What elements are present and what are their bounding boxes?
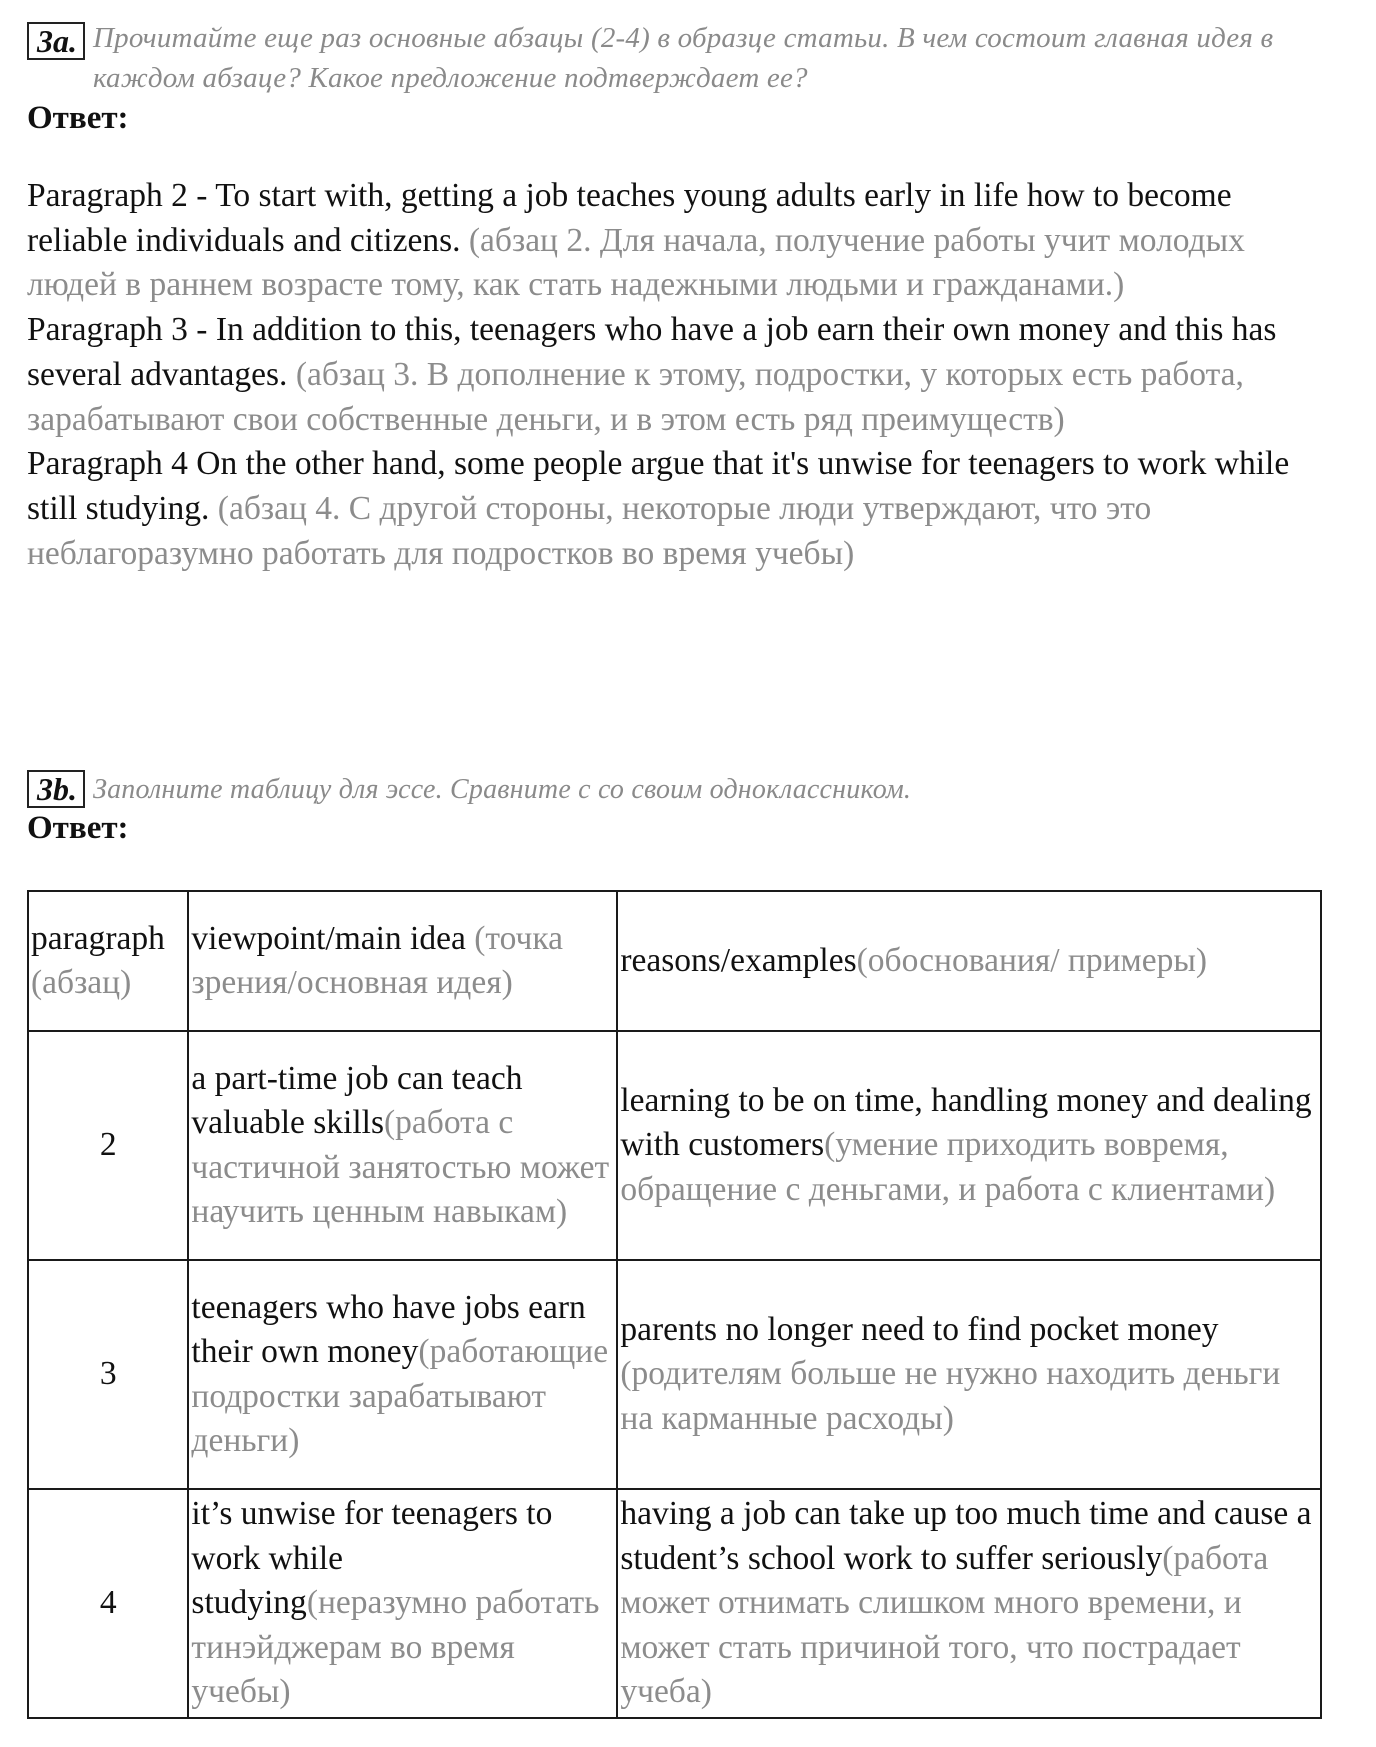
paragraph-4-russian: (абзац 4. С другой стороны, некоторые люди утверждают, что это неблагоразумно работать для подростков во время учебы)	[27, 489, 1152, 572]
row-2-reason-ru: (умение приходить вовремя, обращение с деньгами, и работа с клиентами)	[620, 1126, 1276, 1208]
row-2-number: 2	[28, 1031, 188, 1260]
row-2-reason	[617, 1031, 1321, 1260]
answer-paragraph-4	[27, 442, 1327, 576]
task-3b-section	[27, 766, 1327, 848]
row-4-reason-ru: (работа может отнимать слишком много времени, и может стать причиной того, что пострадает учеба)	[620, 1539, 1269, 1711]
row-3-number: 3	[28, 1260, 188, 1489]
row-2-idea	[188, 1031, 617, 1260]
table-header-row	[28, 891, 1321, 1031]
answer-paragraph-3	[27, 308, 1327, 442]
task-3a-instruction: Прочитайте еще раз основные абзацы (2-4) в образце статьи. В чем состоит главная идея в каждом абзаце? Какое предложение подтверждает ее?	[93, 22, 1274, 94]
header-viewpoint-en: viewpoint/main idea	[191, 919, 466, 957]
task-3b-header	[27, 766, 1327, 806]
header-paragraph-ru: (абзац)	[31, 964, 132, 1001]
row-3-idea	[188, 1260, 617, 1489]
row-3-idea-ru: (работающие подростки зарабатывают деньги)	[191, 1333, 609, 1459]
paragraph-2-russian: (абзац 2. Для начала, получение работы учит молодых людей в раннем возрасте тому, как стать надежными людьми и гражданами.)	[27, 221, 1245, 304]
row-3-reason-ru: (родителям больше не нужно находить деньги на карманные расходы)	[620, 1355, 1281, 1437]
page	[27, 0, 1327, 1711]
row-3-idea-en: teenagers who have jobs earn their own money	[191, 1288, 586, 1370]
task-3b-instruction: Заполните таблицу для эссе. Сравните с со своим одноклассником.	[93, 774, 912, 805]
essay-plan-table	[27, 890, 1322, 1719]
header-viewpoint-ru: (точка зрения/основная идея)	[191, 919, 563, 1001]
task-3a-header	[27, 18, 1327, 98]
row-2-idea-en: a part-time job can teach valuable skills	[191, 1059, 523, 1141]
paragraph-2-english: Paragraph 2 - To start with, getting a job teaches young adults early in life how to become reliable individuals and citizens.	[27, 177, 1232, 259]
header-cell-paragraph	[28, 891, 188, 1031]
task-3a-answer-paragraphs	[27, 174, 1327, 576]
task-3a-answer-label: Ответ:	[27, 100, 129, 136]
table-row	[28, 1031, 1321, 1260]
row-4-idea-ru: (неразумно работать тинэйджерам во время учебы)	[191, 1584, 600, 1711]
row-4-reason	[617, 1489, 1321, 1718]
row-4-idea-en: it’s unwise for teenagers to work while studying	[191, 1495, 553, 1622]
task-3b-answer-label: Ответ:	[27, 810, 129, 846]
header-cell-viewpoint	[188, 891, 617, 1031]
row-4-number: 4	[28, 1489, 188, 1718]
header-paragraph-en: paragraph	[31, 919, 165, 957]
header-cell-reasons	[617, 891, 1321, 1031]
task-3b-badge: 3b.	[27, 770, 85, 808]
table-row	[28, 1260, 1321, 1489]
paragraph-4-english: Paragraph 4 On the other hand, some people argue that it's unwise for teenagers to work while still studying.	[27, 445, 1290, 527]
row-2-idea-ru: (работа с частичной занятостью может научить ценным навыкам)	[191, 1104, 610, 1230]
answer-paragraph-2	[27, 174, 1327, 308]
header-reasons-en: reasons/examples	[620, 941, 857, 979]
task-3a-badge: 3a.	[27, 22, 85, 60]
row-2-reason-en: learning to be on time, handling money and dealing with customers	[620, 1081, 1312, 1164]
paragraph-3-english: Paragraph 3 - In addition to this, teenagers who have a job earn their own money and this has several advantages.	[27, 311, 1277, 393]
table-row	[28, 1489, 1321, 1718]
row-3-reason-en: parents no longer need to find pocket money	[620, 1310, 1219, 1348]
row-4-idea	[188, 1489, 617, 1718]
row-3-reason	[617, 1260, 1321, 1489]
header-reasons-ru: (обоснования/ примеры)	[856, 941, 1208, 979]
row-4-reason-en: having a job can take up too much time and cause a student’s school work to suffer seriously	[620, 1495, 1312, 1577]
paragraph-3-russian: (абзац 3. В дополнение к этому, подростки, у которых есть работа, зарабатывают свои собственные деньги, и в этом есть ряд преимуществ)	[27, 355, 1244, 438]
